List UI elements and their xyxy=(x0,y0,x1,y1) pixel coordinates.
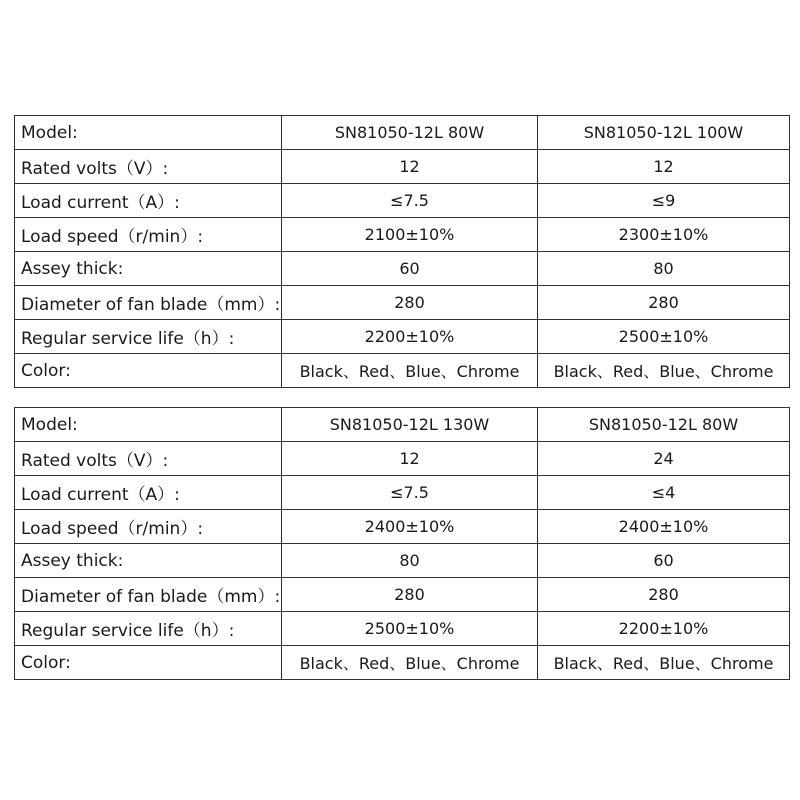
value-cell: Black、Red、Blue、Chrome xyxy=(282,646,538,680)
table-row xyxy=(15,354,790,388)
table-row xyxy=(15,184,790,218)
spec-table-2 xyxy=(14,407,790,680)
table-row xyxy=(15,544,790,578)
table-row xyxy=(15,408,790,442)
value-cell: 12 xyxy=(282,442,538,476)
row-label: Model: xyxy=(15,116,282,150)
row-label: Load current（A）: xyxy=(15,476,282,510)
value-cell: 80 xyxy=(282,544,538,578)
value-cell: 80 xyxy=(538,252,790,286)
row-label: Model: xyxy=(15,408,282,442)
value-cell: 280 xyxy=(282,286,538,320)
table-row xyxy=(15,218,790,252)
value-cell: ≤7.5 xyxy=(282,184,538,218)
table-row xyxy=(15,286,790,320)
value-cell: Black、Red、Blue、Chrome xyxy=(538,354,790,388)
value-cell: 2500±10% xyxy=(282,612,538,646)
value-cell: 2400±10% xyxy=(282,510,538,544)
row-label: Assey thick: xyxy=(15,544,282,578)
value-cell: SN81050-12L 130W xyxy=(282,408,538,442)
value-cell: 280 xyxy=(282,578,538,612)
value-cell: 12 xyxy=(282,150,538,184)
value-cell: 60 xyxy=(282,252,538,286)
value-cell: SN81050-12L 80W xyxy=(538,408,790,442)
row-label: Assey thick: xyxy=(15,252,282,286)
row-label: Regular service life（h）: xyxy=(15,612,282,646)
value-cell: 2400±10% xyxy=(538,510,790,544)
value-cell: 280 xyxy=(538,286,790,320)
table-row xyxy=(15,252,790,286)
row-label: Diameter of fan blade（mm）: xyxy=(15,286,282,320)
row-label: Color: xyxy=(15,646,282,680)
table-row xyxy=(15,510,790,544)
value-cell: ≤7.5 xyxy=(282,476,538,510)
value-cell: ≤4 xyxy=(538,476,790,510)
value-cell: SN81050-12L 100W xyxy=(538,116,790,150)
row-label: Color: xyxy=(15,354,282,388)
value-cell: 2200±10% xyxy=(538,612,790,646)
value-cell: 2500±10% xyxy=(538,320,790,354)
table-row xyxy=(15,150,790,184)
table-row xyxy=(15,442,790,476)
row-label: Load current（A）: xyxy=(15,184,282,218)
row-label: Rated volts（V）: xyxy=(15,442,282,476)
row-label: Rated volts（V）: xyxy=(15,150,282,184)
table-row xyxy=(15,578,790,612)
value-cell: Black、Red、Blue、Chrome xyxy=(282,354,538,388)
table-row xyxy=(15,612,790,646)
row-label: Load speed（r/min）: xyxy=(15,510,282,544)
value-cell: SN81050-12L 80W xyxy=(282,116,538,150)
value-cell: 280 xyxy=(538,578,790,612)
spec-table-body xyxy=(15,116,790,388)
table-row xyxy=(15,320,790,354)
row-label: Load speed（r/min）: xyxy=(15,218,282,252)
row-label: Diameter of fan blade（mm）: xyxy=(15,578,282,612)
value-cell: ≤9 xyxy=(538,184,790,218)
spec-table-1 xyxy=(14,115,790,388)
table-row xyxy=(15,646,790,680)
value-cell: 2100±10% xyxy=(282,218,538,252)
value-cell: 2300±10% xyxy=(538,218,790,252)
table-row xyxy=(15,116,790,150)
value-cell: 2200±10% xyxy=(282,320,538,354)
value-cell: 60 xyxy=(538,544,790,578)
value-cell: Black、Red、Blue、Chrome xyxy=(538,646,790,680)
row-label: Regular service life（h）: xyxy=(15,320,282,354)
value-cell: 24 xyxy=(538,442,790,476)
value-cell: 12 xyxy=(538,150,790,184)
spec-table-body xyxy=(15,408,790,680)
table-row xyxy=(15,476,790,510)
